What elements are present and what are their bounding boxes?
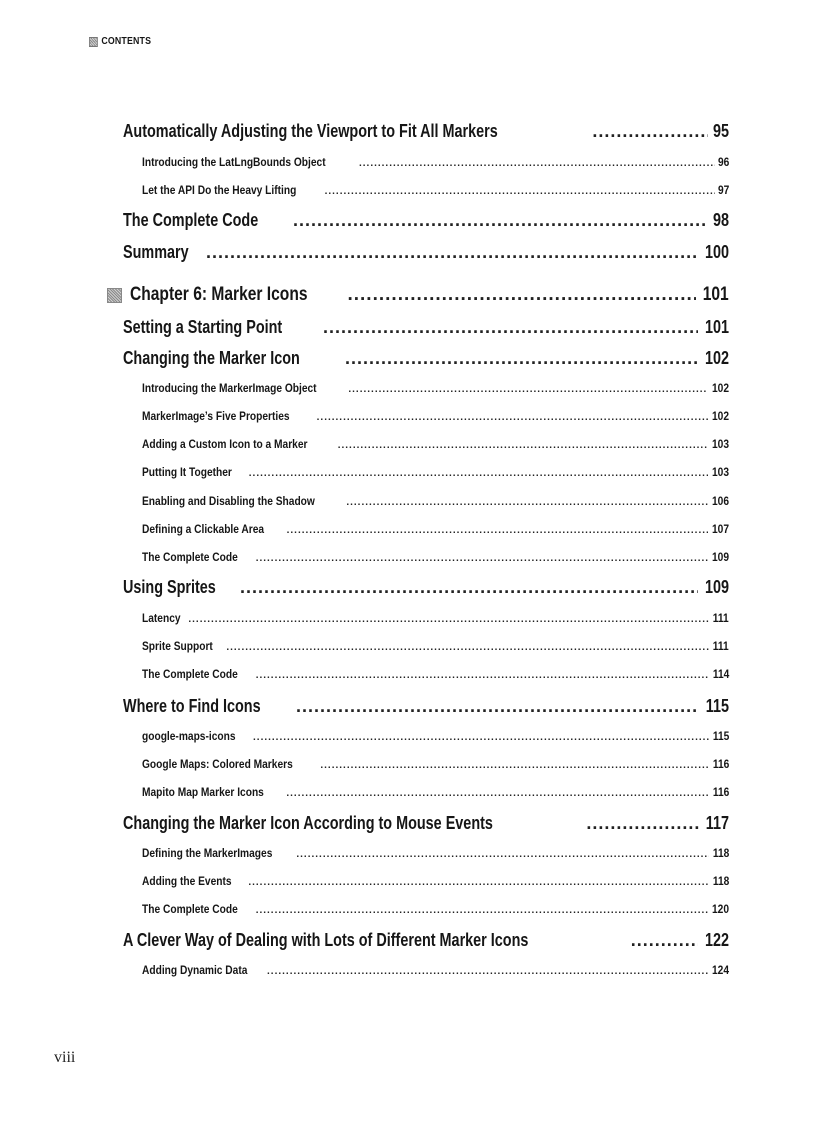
toc-entry[interactable]	[142, 494, 729, 508]
toc-entry[interactable]	[123, 930, 729, 951]
toc-entry-title: The Complete Code	[142, 902, 238, 916]
dot-leader	[586, 813, 699, 834]
dot-leader	[256, 905, 708, 916]
dot-leader	[206, 242, 698, 263]
dot-leader	[317, 412, 708, 423]
toc-entry-page: 116	[712, 757, 729, 771]
dot-leader	[320, 760, 708, 771]
toc-entry-page: 116	[712, 785, 729, 799]
toc-entry-page: 115	[712, 729, 729, 743]
toc-entry[interactable]	[123, 317, 729, 338]
dot-leader	[296, 849, 708, 860]
toc-entry-page: 120	[711, 902, 729, 916]
dot-leader	[249, 468, 708, 479]
toc-entry[interactable]	[123, 813, 729, 834]
toc-entry-title: Adding Dynamic Data	[142, 963, 248, 977]
toc-entry-title: Adding a Custom Icon to a Marker	[142, 437, 308, 451]
toc-entry-title: A Clever Way of Dealing with Lots of Different Marker Icons	[123, 930, 529, 950]
toc-entry-page: 106	[711, 494, 729, 508]
toc-entry[interactable]	[142, 667, 729, 681]
dot-leader	[253, 732, 709, 743]
toc-entry-page: 103	[711, 437, 729, 451]
toc-entry[interactable]	[142, 409, 729, 423]
toc-entry[interactable]	[142, 381, 729, 395]
toc-entry-title: Enabling and Disabling the Shadow	[142, 494, 315, 508]
toc-entry-title: Setting a Starting Point	[123, 317, 283, 337]
toc-entry-page: 111	[713, 611, 729, 625]
toc-entry[interactable]	[123, 242, 729, 263]
toc-entry-title: Introducing the LatLngBounds Object	[142, 155, 326, 169]
running-header-label: CONTENTS	[101, 36, 152, 47]
dot-leader	[248, 877, 708, 888]
toc-entry-page: 109	[711, 550, 729, 564]
page-number: viii	[54, 1049, 76, 1066]
toc-entry-page: 95	[712, 121, 729, 141]
toc-entry-page: 102	[711, 381, 729, 395]
dot-leader	[226, 642, 709, 653]
dot-leader	[256, 670, 709, 681]
dot-leader	[338, 440, 708, 451]
dot-leader	[345, 348, 698, 369]
toc-entry[interactable]	[142, 183, 729, 197]
toc-entry-page: 111	[713, 639, 729, 653]
toc-entry-title: Introducing the MarkerImage Object	[142, 381, 317, 395]
toc-entry[interactable]	[142, 611, 729, 625]
toc-entry[interactable]	[142, 785, 729, 799]
toc-entry-title: Sprite Support	[142, 639, 213, 653]
chapter-marker-icon	[107, 288, 122, 303]
toc-entry[interactable]	[142, 639, 729, 653]
toc-entry-page: 124	[711, 963, 729, 977]
dot-leader	[348, 384, 708, 395]
toc-entry-page: 115	[705, 696, 729, 716]
toc-entry[interactable]	[142, 874, 729, 888]
toc-entry-title: Defining the MarkerImages	[142, 846, 273, 860]
dot-leader	[287, 525, 708, 536]
toc-entry[interactable]	[142, 757, 729, 771]
toc-entry[interactable]	[142, 155, 729, 169]
toc-entry-title: Defining a Clickable Area	[142, 522, 265, 536]
dot-leader	[267, 966, 708, 977]
toc-entry-page: 97	[717, 183, 729, 197]
toc-entry-page: 103	[711, 465, 729, 479]
toc-entry[interactable]	[123, 696, 729, 717]
dot-leader	[346, 497, 708, 508]
toc-entry[interactable]	[142, 846, 729, 860]
toc-entry[interactable]	[123, 210, 729, 231]
dot-leader	[347, 284, 696, 306]
toc-entry-page: 102	[704, 348, 729, 368]
toc-entry-title: The Complete Code	[142, 667, 238, 681]
toc-entry-title: The Complete Code	[142, 550, 238, 564]
toc-entry[interactable]	[142, 729, 729, 743]
dot-leader	[359, 158, 715, 169]
toc-entry-title: Latency	[142, 611, 181, 625]
toc-entry[interactable]	[123, 577, 729, 598]
dot-leader	[240, 577, 698, 598]
toc-entry-title: Where to Find Icons	[123, 696, 261, 716]
toc-entry-page: 96	[717, 155, 729, 169]
toc-entry-title: Changing the Marker Icon According to Mouse Events	[123, 813, 493, 833]
toc-entry[interactable]	[142, 963, 729, 977]
toc-entry-page: 101	[704, 317, 729, 337]
dot-leader	[325, 186, 715, 197]
toc-entry-page: 122	[704, 930, 729, 950]
toc-entry[interactable]	[142, 522, 729, 536]
toc-entry-page: 98	[712, 210, 729, 230]
toc-chapter-entry[interactable]	[107, 284, 729, 306]
toc-entry-title: Let the API Do the Heavy Lifting	[142, 183, 297, 197]
toc-entry-page: 109	[704, 577, 729, 597]
toc-entry-page: 114	[712, 667, 729, 681]
dot-leader	[592, 121, 708, 142]
toc-entry-page: 118	[712, 846, 729, 860]
toc-entry[interactable]	[142, 550, 729, 564]
dot-leader	[323, 317, 698, 338]
toc-entry-title: Putting It Together	[142, 465, 232, 479]
toc-entry-title: The Complete Code	[123, 210, 259, 230]
dot-leader	[631, 930, 698, 951]
toc-entry[interactable]	[123, 121, 729, 142]
dot-leader	[293, 210, 708, 231]
toc-entry-title: Summary	[123, 242, 189, 262]
dot-leader	[296, 696, 699, 717]
toc-entry[interactable]	[142, 902, 729, 916]
toc-entry-title: Mapito Map Marker Icons	[142, 785, 264, 799]
toc-entry-title: google-maps-icons	[142, 729, 236, 743]
toc-entry[interactable]	[142, 465, 729, 479]
toc-entry[interactable]	[123, 348, 729, 369]
toc-entry-title: Automatically Adjusting the Viewport to Fit All Markers	[123, 121, 498, 141]
toc-entry-page: 102	[711, 409, 729, 423]
toc-entry-title: Google Maps: Colored Markers	[142, 757, 293, 771]
toc-entry-title: Using Sprites	[123, 577, 216, 597]
toc-entry-page: 117	[705, 813, 729, 833]
dot-leader	[256, 553, 708, 564]
toc-entry-title: Chapter 6: Marker Icons	[130, 284, 308, 305]
toc-entry-title: Adding the Events	[142, 874, 232, 888]
toc-entry-title: Changing the Marker Icon	[123, 348, 300, 368]
toc-entry-page: 118	[712, 874, 729, 888]
toc-entry-page: 100	[704, 242, 729, 262]
dot-leader	[286, 788, 708, 799]
toc-entry-page: 101	[703, 284, 729, 305]
toc-entry-title: MarkerImage’s Five Properties	[142, 409, 290, 423]
toc-entry-page: 107	[711, 522, 729, 536]
dot-leader	[188, 614, 709, 625]
toc-entry[interactable]	[142, 437, 729, 451]
